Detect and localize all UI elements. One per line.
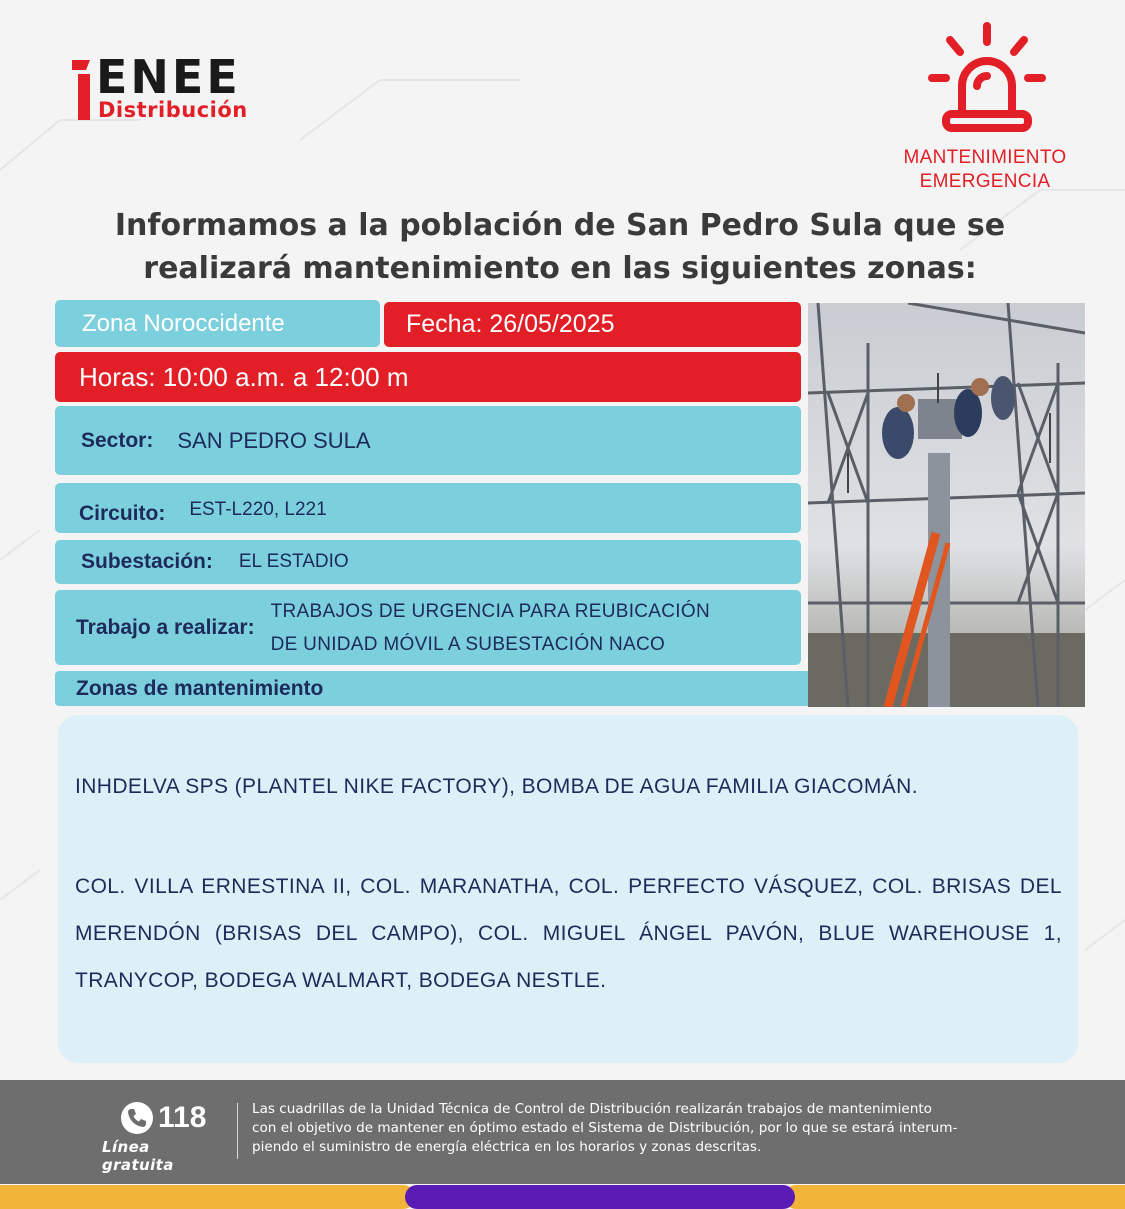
circuit-bar (55, 483, 801, 533)
stripe-purple (405, 1185, 795, 1209)
badge-line2: EMERGENCIA (919, 171, 1051, 192)
page-title (30, 204, 1090, 290)
zones-label: Zonas de mantenimiento (76, 676, 324, 700)
zones-header-bar (55, 671, 808, 706)
hotline (120, 1100, 206, 1136)
work-line2: DE UNIDAD MÓVIL A SUBESTACIÓN NACO (270, 633, 666, 655)
circuit-label: Circuito: (79, 502, 166, 525)
date-bar (384, 302, 801, 347)
badge-line1: MANTENIMIENTO (903, 147, 1067, 168)
footer-notice (252, 1100, 1052, 1157)
title-line1: Informamos a la población de San Pedro Sula que se (114, 208, 1006, 243)
substation-value: EL ESTADIO (238, 551, 349, 572)
zones-paragraph-2: COL. VILLA ERNESTINA II, COL. MARANATHA, COL. PERFECTO VÁSQUEZ, COL. BRISAS DEL MERENDÓN (BRISAS DEL CAMPO), COL. MIGUEL ÁNGEL PAVÓN, BLUE WAREHOUSE 1, TRANYCOP, BODEGA WALMART, BODEGA NESTLE. (75, 875, 1062, 992)
hotline-label: Línea gratuita (102, 1138, 174, 1174)
stripe-orange-right (784, 1185, 1125, 1209)
sector-label: Sector: (81, 428, 154, 452)
logo-division: Distribución (98, 98, 248, 122)
work-line1: TRABAJOS DE URGENCIA PARA REUBICACIÓN (270, 600, 710, 622)
phone-icon (120, 1101, 154, 1135)
hours-text: Horas: 10:00 a.m. a 12:00 m (79, 361, 409, 392)
substation-label: Subestación: (81, 550, 213, 573)
zones-paragraph-1: INHDELVA SPS (PLANTEL NIKE FACTORY), BOMBA DE AGUA FAMILIA GIACOMÁN. (75, 775, 918, 798)
emergency-badge (880, 146, 1090, 194)
substation-bar (55, 540, 801, 584)
logo-name: ENEE (96, 50, 241, 104)
circuit-value: EST-L220, L221 (189, 499, 327, 520)
phone-number: 118 (158, 1101, 207, 1134)
logo-mark-icon (68, 56, 94, 120)
alarm-siren-icon (922, 20, 1052, 138)
footer-line2: con el objetivo de mantener en óptimo estado el Sistema de Distribución, por lo que se estará interum- (252, 1120, 958, 1136)
work-label: Trabajo a realizar: (76, 615, 255, 639)
stripe-orange-left (0, 1185, 415, 1209)
work-description (271, 595, 710, 661)
sector-value: SAN PEDRO SULA (177, 427, 371, 453)
title-line2: realizará mantenimiento en las siguientes zonas: (143, 251, 977, 286)
work-bar (55, 590, 801, 665)
zone-region: Zona Noroccidente (82, 309, 285, 337)
zone-region-bar (55, 300, 380, 347)
substation-workers-photo (808, 303, 1085, 707)
hours-bar (55, 352, 801, 402)
sector-bar (55, 406, 801, 475)
footer-line3: piendo el suministro de energía eléctrica en los horarios y zonas descritas. (252, 1139, 762, 1155)
date-text: Fecha: 26/05/2025 (406, 310, 615, 338)
footer-divider (237, 1103, 238, 1159)
enee-logo (68, 52, 298, 132)
footer-line1: Las cuadrillas de la Unidad Técnica de Control de Distribución realizarán trabajos de mantenimiento (252, 1101, 932, 1117)
